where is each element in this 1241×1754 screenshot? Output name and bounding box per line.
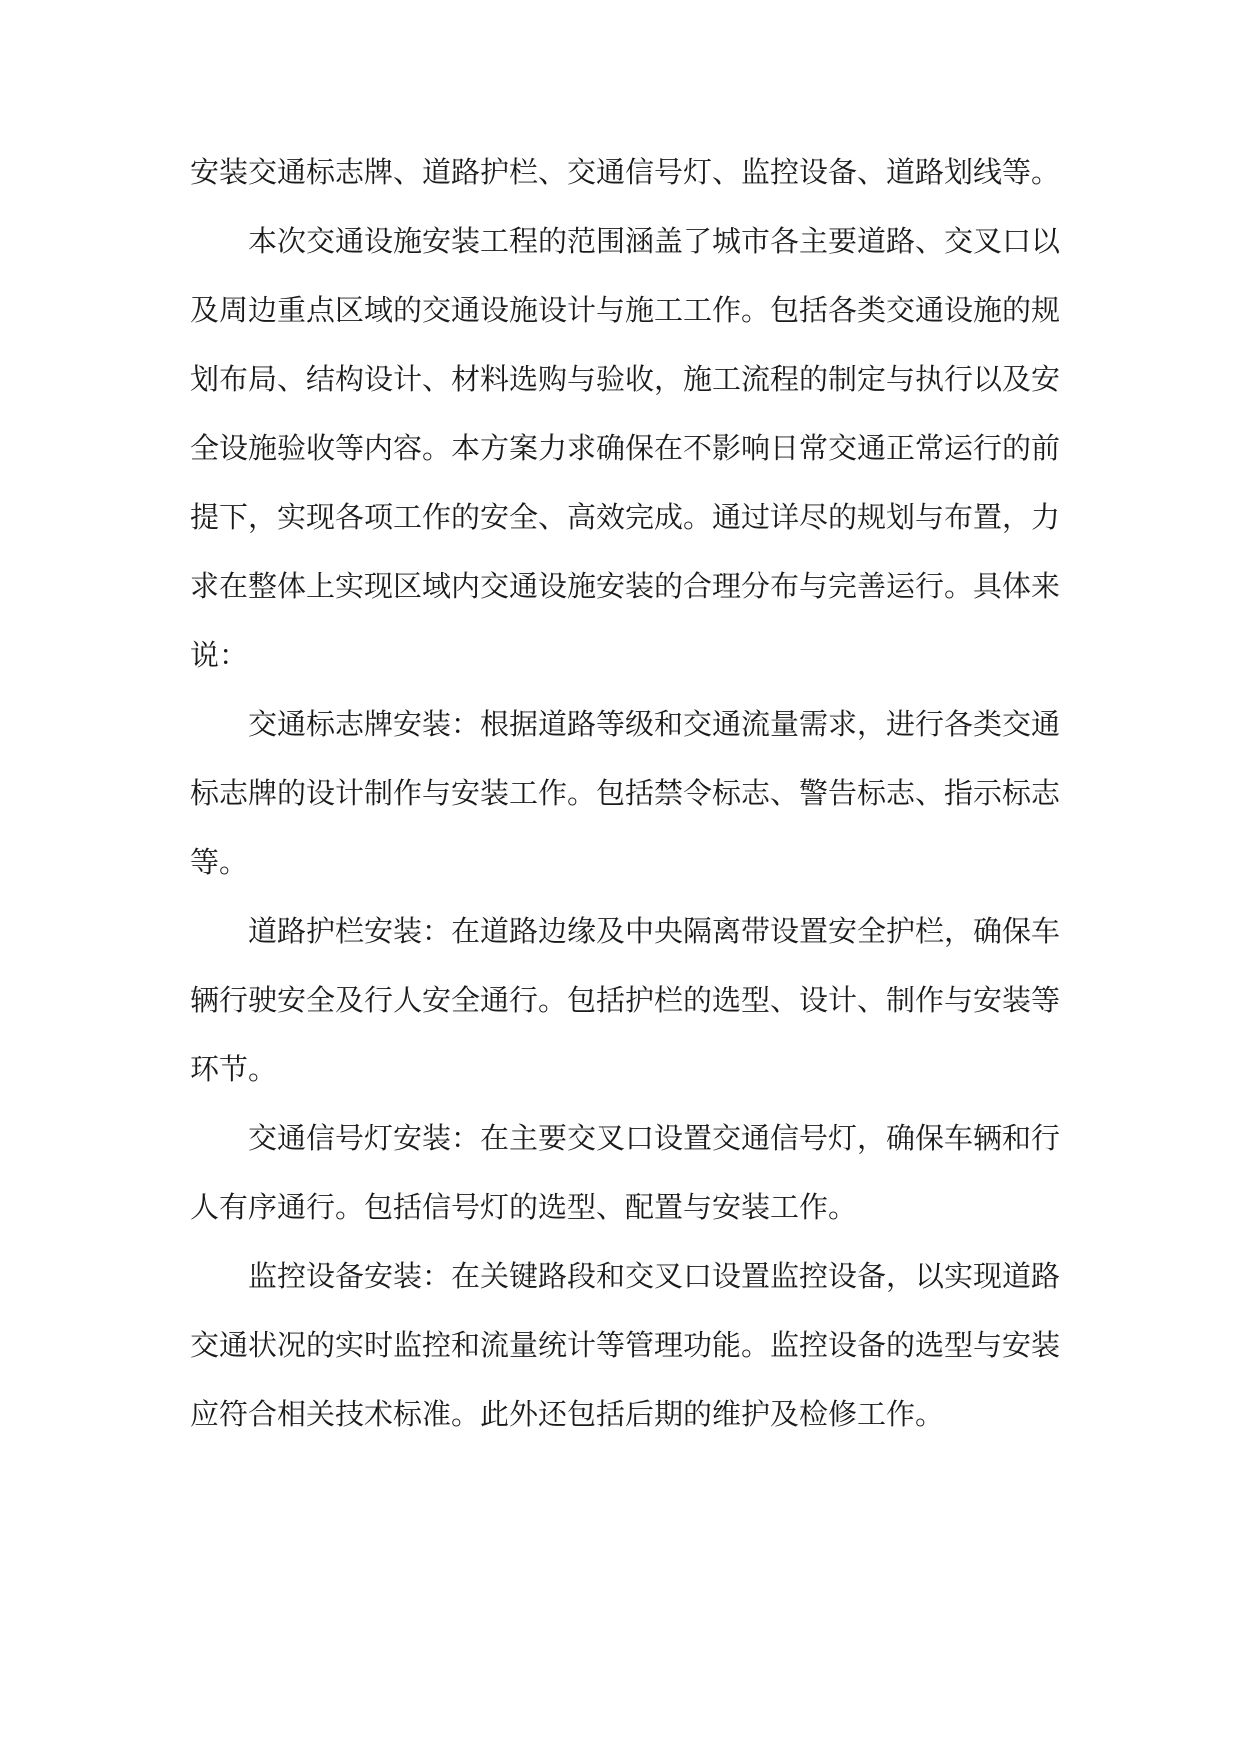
paragraph-traffic-lights: 交通信号灯安装：在主要交叉口设置交通信号灯，确保车辆和行人有序通行。包括信号灯的选型、配置与安装工作。 — [190, 1121, 1061, 1224]
paragraph-traffic-signs: 交通标志牌安装：根据道路等级和交通流量需求，进行各类交通标志牌的设计制作与安装工作。包括禁令标志、警告标志、指示标志等。 — [190, 707, 1061, 879]
paragraph-continuation: 安装交通标志牌、道路护栏、交通信号灯、监控设备、道路划线等。 — [190, 155, 1061, 189]
paragraph-guardrails: 道路护栏安装：在道路边缘及中央隔离带设置安全护栏，确保车辆行驶安全及行人安全通行。包括护栏的选型、设计、制作与安装等环节。 — [190, 914, 1061, 1086]
document-body — [190, 138, 1060, 1449]
paragraph-monitoring: 监控设备安装：在关键路段和交叉口设置监控设备，以实现道路交通状况的实时监控和流量统计等管理功能。监控设备的选型与安装应符合相关技术标准。此外还包括后期的维护及检修工作。 — [190, 1259, 1061, 1431]
paragraph-scope: 本次交通设施安装工程的范围涵盖了城市各主要道路、交叉口以及周边重点区域的交通设施设计与施工工作。包括各类交通设施的规划布局、结构设计、材料选购与验收，施工流程的制定与执行以及安全设施验收等内容。本方案力求确保在不影响日常交通正常运行的前提下，实现各项工作的安全、高效完成。通过详尽的规划与布置，力求在整体上实现区域内交通设施安装的合理分布与完善运行。具体来说： — [190, 224, 1061, 672]
